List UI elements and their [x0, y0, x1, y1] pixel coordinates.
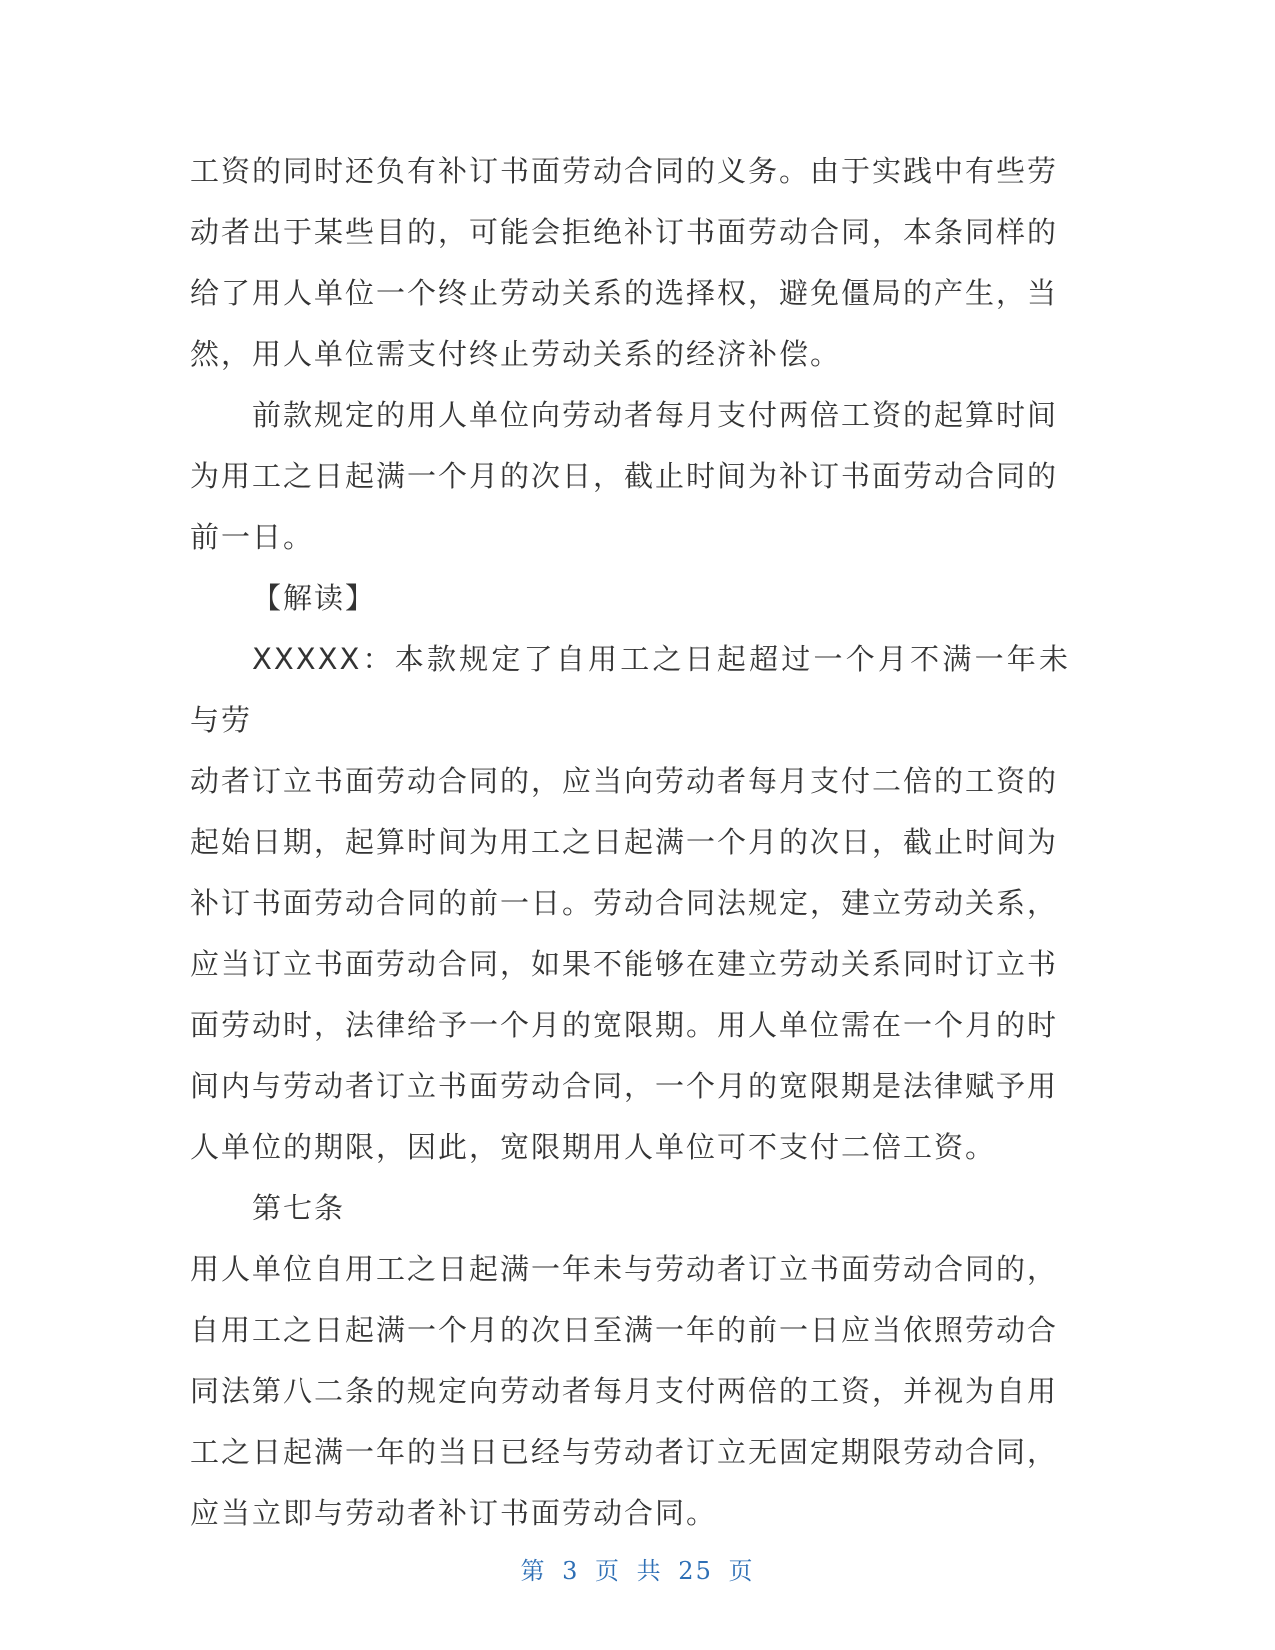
paragraph-double-wage-period: 前款规定的用人单位向劳动者每月支付两倍工资的起算时间 为用工之日起满一个月的次日，截止时间为补订书面劳动合同的 前一日。: [190, 398, 1059, 554]
paragraph-supplement-obligation: 工资的同时还负有补订书面劳动合同的义务。由于实践中有些劳 动者出于某些目的，可能会拒绝补订书面劳动合同，本条同样的 给了用人单位一个终止劳动关系的选择权，避免僵局的产生，当 然，用人单位需支付终止劳动关系的经济补偿。: [190, 154, 1059, 371]
document-body: [190, 141, 1070, 1544]
interpretation-heading: 【解读】: [252, 581, 377, 615]
paragraph-interpretation: XXXXX：本款规定了自用工之日起超过一个月不满一年未与劳 动者订立书面劳动合同的，应当向劳动者每月支付二倍的工资的 起始日期，起算时间为用工之日起满一个月的次日，截止时间为 补订书面劳动合同的前一日。劳动合同法规定，建立劳动关系， 应当订立书面劳动合同，如果不能够在建立劳动关系同时订立书 面劳动时，法律给予一个月的宽限期。用人单位需在一个月的时 间内与劳动者订立书面劳动合同，一个月的宽限期是法律赋予用 人单位的期限，因此，宽限期用人单位可不支付二倍工资。: [190, 642, 1070, 1164]
article-seven-heading: 第七条: [252, 1191, 346, 1225]
paragraph-article-seven: 用人单位自用工之日起满一年未与劳动者订立书面劳动合同的， 自用工之日起满一个月的次日至满一年的前一日应当依照劳动合 同法第八二条的规定向劳动者每月支付两倍的工资，并视为自用 工之日起满一年的当日已经与劳动者订立无固定期限劳动合同， 应当立即与劳动者补订书面劳动合同。: [190, 1252, 1059, 1530]
page-number-footer: 第 3 页 共 25 页: [520, 1557, 755, 1585]
